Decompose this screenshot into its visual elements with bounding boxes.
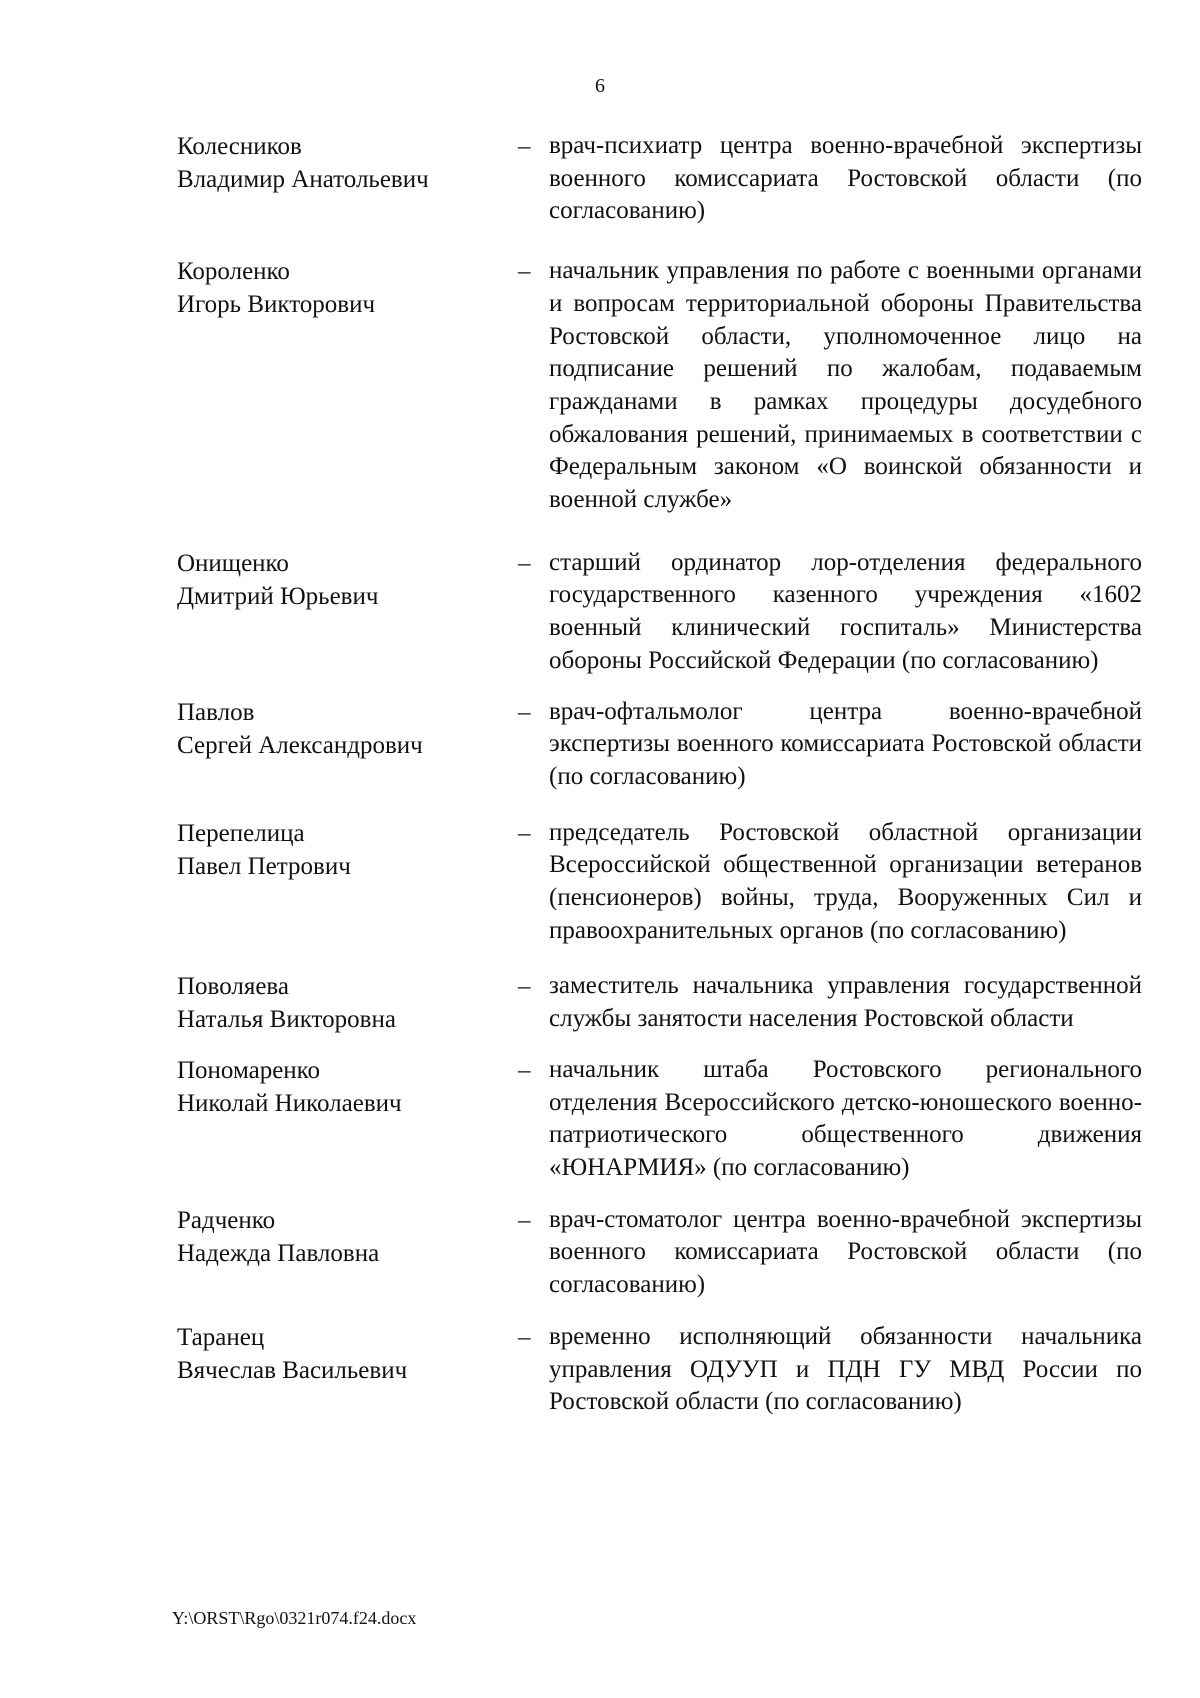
list-item — [0, 817, 1200, 948]
member-position: председатель Ростовской областной организации Всероссийской общественной организации ветеранов (пенсионеров) войны, труда, Вооруженных Сил и правоохранительных органов (по согласованию) — [549, 818, 1142, 944]
list-item — [0, 1204, 1200, 1302]
file-path-footer: Y:\ORST\Rgo\0321r074.f24.docx — [172, 1608, 417, 1628]
member-given-names: Павел Петрович — [177, 852, 351, 880]
list-item — [0, 547, 1200, 678]
list-item — [0, 130, 1200, 228]
list-item — [0, 255, 1200, 517]
member-surname: Пономаренко — [177, 1056, 321, 1084]
member-surname: Таранец — [177, 1323, 265, 1351]
member-given-names: Сергей Александрович — [177, 731, 423, 759]
member-surname: Онищенко — [177, 549, 289, 577]
member-surname: Короленко — [177, 258, 290, 286]
member-position: врач-офтальмолог центра военно-врачебной экспертизы военного комиссариата Ростовской области (по согласованию) — [549, 697, 1142, 790]
dash-separator: – — [518, 1206, 531, 1234]
page-number: 6 — [595, 75, 605, 97]
member-given-names: Вячеслав Васильевич — [177, 1356, 408, 1384]
member-given-names: Наталья Викторовна — [177, 1006, 396, 1034]
member-position: врач-стоматолог центра военно-врачебной экспертизы военного комиссариата Ростовской области (по согласованию) — [549, 1205, 1142, 1299]
list-item — [0, 1054, 1200, 1185]
member-name — [177, 130, 507, 196]
member-surname: Павлов — [177, 698, 255, 726]
member-name — [177, 817, 507, 883]
member-position: заместитель начальника управления государственной службы занятости населения Ростовской области — [549, 972, 1142, 1033]
dash-separator: – — [518, 1323, 531, 1351]
dash-separator: – — [518, 698, 531, 726]
member-surname: Поволяева — [177, 973, 289, 1001]
member-name — [177, 1321, 507, 1387]
member-name — [177, 970, 507, 1036]
member-given-names: Игорь Викторович — [177, 291, 376, 319]
member-surname: Колесников — [177, 133, 302, 160]
list-item — [0, 1321, 1200, 1419]
member-given-names: Николай Николаевич — [177, 1089, 402, 1117]
member-position: старший ординатор лор-отделения федерального государственного казенного учреждения «1602 военный клинический госпиталь» Министерства обороны Российской Федерации (по согласованию) — [549, 548, 1142, 674]
list-item — [0, 970, 1200, 1035]
member-position: временно исполняющий обязанности начальника управления ОДУУП и ПДН ГУ МВД России по Ростовской области (по согласованию) — [549, 1322, 1142, 1416]
member-position: начальник штаба Ростовского регионального отделения Всероссийского детско-юношеского военно-патриотического общественного движения «ЮНАРМИЯ» (по согласованию) — [549, 1055, 1142, 1181]
dash-separator: – — [518, 549, 531, 577]
dash-separator: – — [518, 258, 531, 286]
member-list — [0, 130, 1200, 1419]
member-given-names: Владимир Анатольевич — [177, 166, 429, 193]
list-item — [0, 696, 1200, 794]
dash-separator: – — [518, 1056, 531, 1084]
dash-separator: – — [518, 973, 531, 1001]
member-name — [177, 696, 507, 762]
member-name — [177, 547, 507, 613]
member-given-names: Дмитрий Юрьевич — [177, 582, 379, 610]
dash-separator: – — [518, 133, 531, 160]
member-position: начальник управления по работе с военными органами и вопросам территориальной обороны Правительства Ростовской области, уполномоченное лицо на подписание решений по жалобам, подаваемым гражданами в рамках процедуры досудебного обжалования решений, принимаемых в соответствии с Федеральным законом «О воинской обязанности и военной службе» — [549, 257, 1142, 514]
member-name — [177, 255, 507, 321]
member-surname: Радченко — [177, 1206, 276, 1234]
member-name — [177, 1054, 507, 1120]
member-given-names: Надежда Павловна — [177, 1239, 380, 1267]
member-position: врач-психиатр центра военно-врачебной экспертизы военного комиссариата Ростовской области (по согласованию) — [549, 132, 1142, 225]
dash-separator: – — [518, 819, 531, 847]
member-surname: Перепелица — [177, 819, 305, 847]
member-name — [177, 1204, 507, 1270]
